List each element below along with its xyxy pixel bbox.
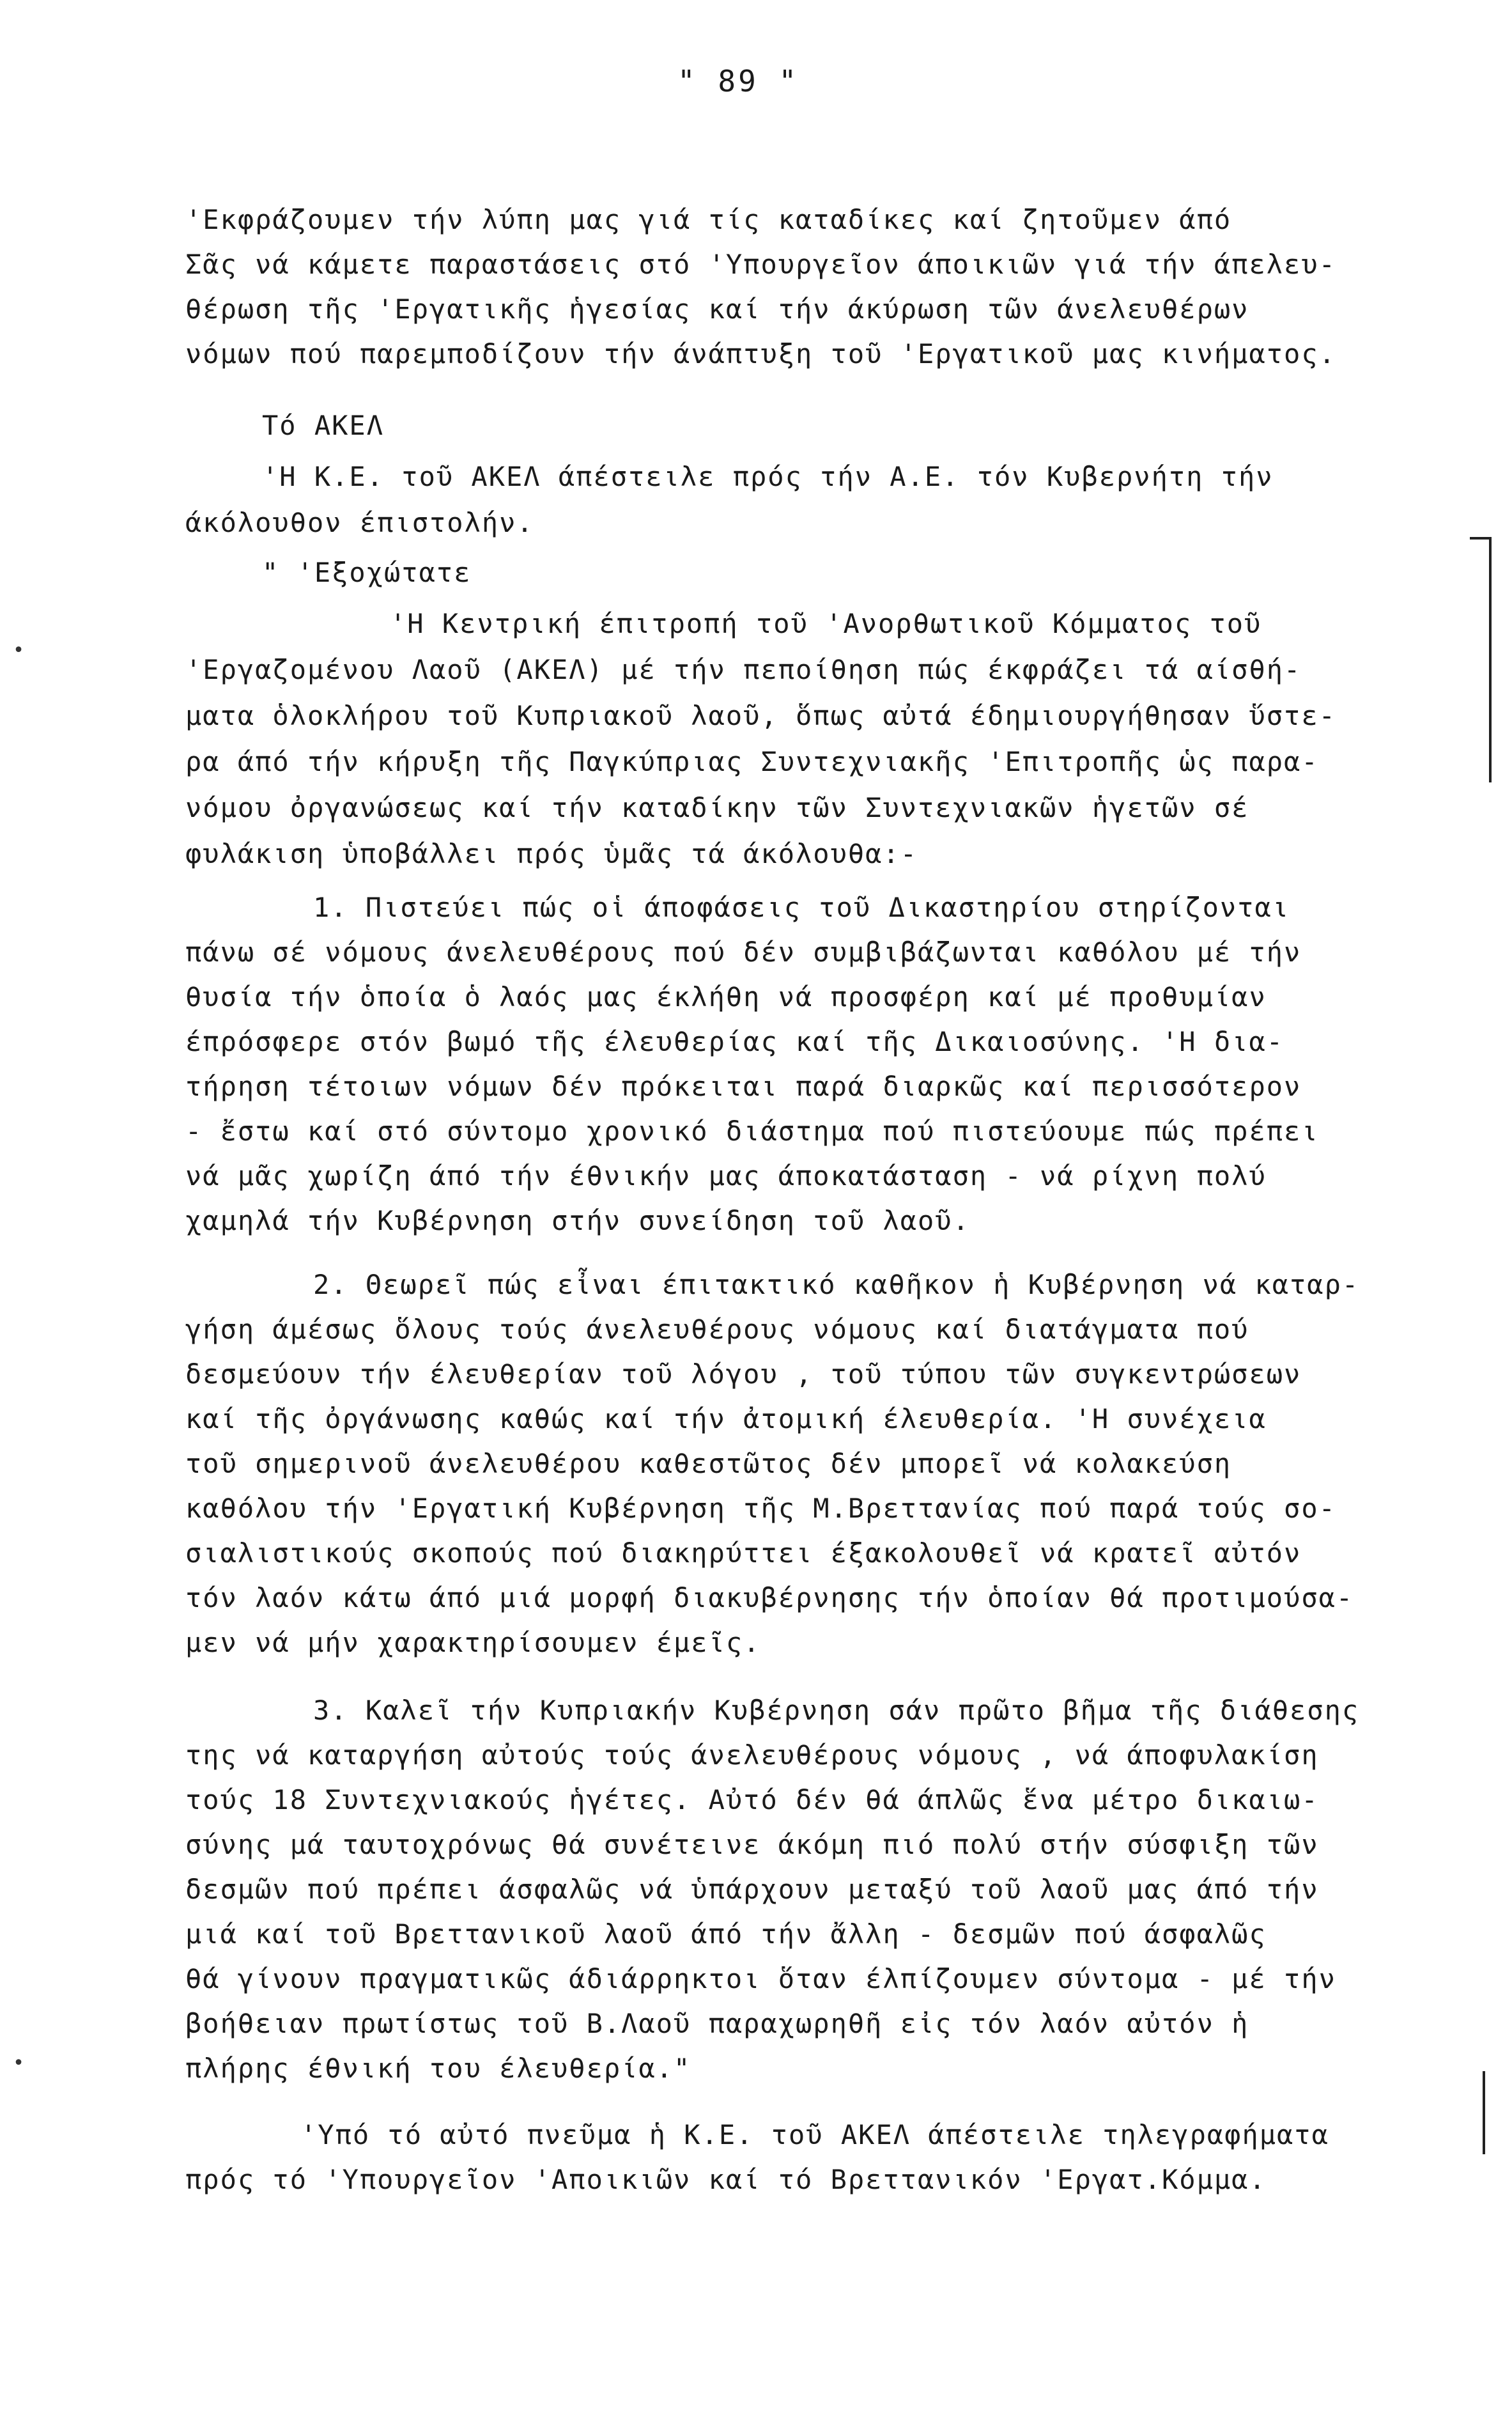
- text-line: 'Η Κεντρική έπιτροπή τοῦ 'Ανορθωτικοῦ Κόμματος τοῦ: [390, 608, 1262, 639]
- text-line: νόμων πού παρεμποδίζουν τήν άνάπτυξη τοῦ 'Εργατικοῦ μας κινήματος.: [185, 338, 1336, 369]
- text-line: καθόλου τήν 'Εργατική Κυβέρνηση τῆς Μ.Βρεττανίας πού παρά τούς σο-: [185, 1493, 1336, 1524]
- text-line: νόμου ὀργανώσεως καί τήν καταδίκην τῶν Συντεχνιακῶν ἡγετῶν σέ: [185, 792, 1249, 823]
- text-line: τούς 18 Συντεχνιακούς ἡγέτες. Αὐτό δέν θά άπλῶς ἕνα μέτρο δικαιω-: [185, 1784, 1319, 1815]
- section-heading: Τό ΑΚΕΛ: [262, 410, 385, 441]
- margin-dot-mark: •: [13, 2052, 25, 2074]
- text-line: 3. Καλεῖ τήν Κυπριακήν Κυβέρνηση σάν πρῶτο βῆμα τῆς διάθεσης: [313, 1695, 1360, 1726]
- text-line: 'Εργαζομένου Λαοῦ (ΑΚΕΛ) μέ τήν πεποίθηση πώς έκφράζει τά αίσθή-: [185, 654, 1302, 685]
- margin-line-mark: [1483, 2071, 1485, 2154]
- text-line: πάνω σέ νόμους άνελευθέρους πού δέν συμβιβάζωνται καθόλου μέ τήν: [185, 936, 1302, 968]
- text-line: μεν νά μήν χαρακτηρίσουμεν έμεῖς.: [185, 1627, 761, 1658]
- text-line: γήση άμέσως ὅλους τούς άνελευθέρους νόμους καί διατάγματα πού: [185, 1314, 1249, 1345]
- text-line: σιαλιστικούς σκοπούς πού διακηρύττει έξακολουθεῖ νά κρατεῖ αὐτόν: [185, 1537, 1302, 1569]
- text-line: 'Εκφράζουμεν τήν λύπη μας γιά τίς καταδίκες καί ζητοῦμεν άπό: [185, 204, 1232, 235]
- text-line: νά μᾶς χωρίζη άπό τήν έθνικήν μας άποκατάσταση - νά ρίχνη πολύ: [185, 1160, 1267, 1192]
- text-line: 'Η Κ.Ε. τοῦ ΑΚΕΛ άπέστειλε πρός τήν Α.Ε. τόν Κυβερνήτη τήν: [262, 461, 1274, 492]
- margin-dot-mark: •: [13, 639, 25, 662]
- text-line: καί τῆς ὀργάνωσης καθώς καί τήν ἀτομική έλευθερία. 'Η συνέχεια: [185, 1403, 1267, 1434]
- text-line: θυσία τήν ὁποία ὁ λαός μας έκλήθη νά προσφέρη καί μέ προθυμίαν: [185, 981, 1267, 1013]
- margin-bracket-mark: [1470, 537, 1492, 782]
- page-number: " 89 ": [677, 64, 799, 98]
- text-line: θέρωση τῆς 'Εργατικῆς ἡγεσίας καί τήν άκύρωση τῶν άνελευθέρων: [185, 293, 1249, 325]
- text-line: τόν λαόν κάτω άπό μιά μορφή διακυβέρνησης τήν ὁποίαν θά προτιμούσα-: [185, 1582, 1354, 1613]
- salutation: " 'Εξοχώτατε: [262, 557, 472, 588]
- text-line: δεσμῶν πού πρέπει άσφαλῶς νά ὑπάρχουν μεταξύ τοῦ λαοῦ μας άπό τήν: [185, 1874, 1319, 1905]
- text-line: άκόλουθον έπιστολήν.: [185, 507, 534, 538]
- text-line: τοῦ σημερινοῦ άνελευθέρου καθεστῶτος δέν μπορεῖ νά κολακεύση: [185, 1448, 1232, 1479]
- text-line: φυλάκιση ὑποβάλλει πρός ὑμᾶς τά άκόλουθα:-: [185, 838, 918, 869]
- text-line: - ἔστω καί στό σύντομο χρονικό διάστημα πού πιστεύουμε πώς πρέπει: [185, 1115, 1319, 1147]
- text-line: ρα άπό τήν κήρυξη τῆς Παγκύπριας Συντεχνιακῆς 'Επιτροπῆς ὡς παρα-: [185, 746, 1319, 777]
- text-line: πρός τό 'Υπουργεῖον 'Αποικιῶν καί τό Βρεττανικόν 'Εργατ.Κόμμα.: [185, 2164, 1267, 2195]
- text-line: 1. Πιστεύει πώς οἱ άποφάσεις τοῦ Δικαστηρίου στηρίζονται: [313, 892, 1290, 923]
- text-line: βοήθειαν πρωτίστως τοῦ Β.Λαοῦ παραχωρηθῆ εἰς τόν λαόν αὐτόν ἡ: [185, 2008, 1249, 2039]
- text-line: χαμηλά τήν Κυβέρνηση στήν συνείδηση τοῦ λαοῦ.: [185, 1205, 970, 1236]
- text-line: της νά καταργήση αὐτούς τούς άνελευθέρους νόμους , νά άποφυλακίση: [185, 1739, 1319, 1771]
- text-line: πλήρης έθνική του έλευθερία.": [185, 2053, 691, 2084]
- text-line: Σᾶς νά κάμετε παραστάσεις στό 'Υπουργεῖον άποικιῶν γιά τήν άπελευ-: [185, 249, 1336, 280]
- text-line: ματα ὁλοκλήρου τοῦ Κυπριακοῦ λαοῦ, ὅπως αὐτά έδημιουργήθησαν ὕστε-: [185, 700, 1336, 731]
- text-line: δεσμεύουν τήν έλευθερίαν τοῦ λόγου , τοῦ τύπου τῶν συγκεντρώσεων: [185, 1358, 1302, 1390]
- text-line: μιά καί τοῦ Βρεττανικοῦ λαοῦ άπό τήν ἄλλη - δεσμῶν πού άσφαλῶς: [185, 1918, 1267, 1950]
- text-line: θά γίνουν πραγματικῶς άδιάρρηκτοι ὅταν έλπίζουμεν σύντομα - μέ τήν: [185, 1963, 1336, 1994]
- text-line: έπρόσφερε στόν βωμό τῆς έλευθερίας καί τῆς Δικαιοσύνης. 'Η δια-: [185, 1026, 1284, 1057]
- text-line: 2. Θεωρεῖ πώς εἶναι έπιτακτικό καθῆκον ἡ Κυβέρνηση νά καταρ-: [313, 1269, 1360, 1300]
- text-line: 'Υπό τό αὐτό πνεῦμα ἡ Κ.Ε. τοῦ ΑΚΕΛ άπέστειλε τηλεγραφήματα: [300, 2119, 1329, 2150]
- text-line: σύνης μά ταυτοχρόνως θά συνέτεινε άκόμη πιό πολύ στήν σύσφιξη τῶν: [185, 1829, 1319, 1860]
- text-line: τήρηση τέτοιων νόμων δέν πρόκειται παρά διαρκῶς καί περισσότερον: [185, 1071, 1302, 1102]
